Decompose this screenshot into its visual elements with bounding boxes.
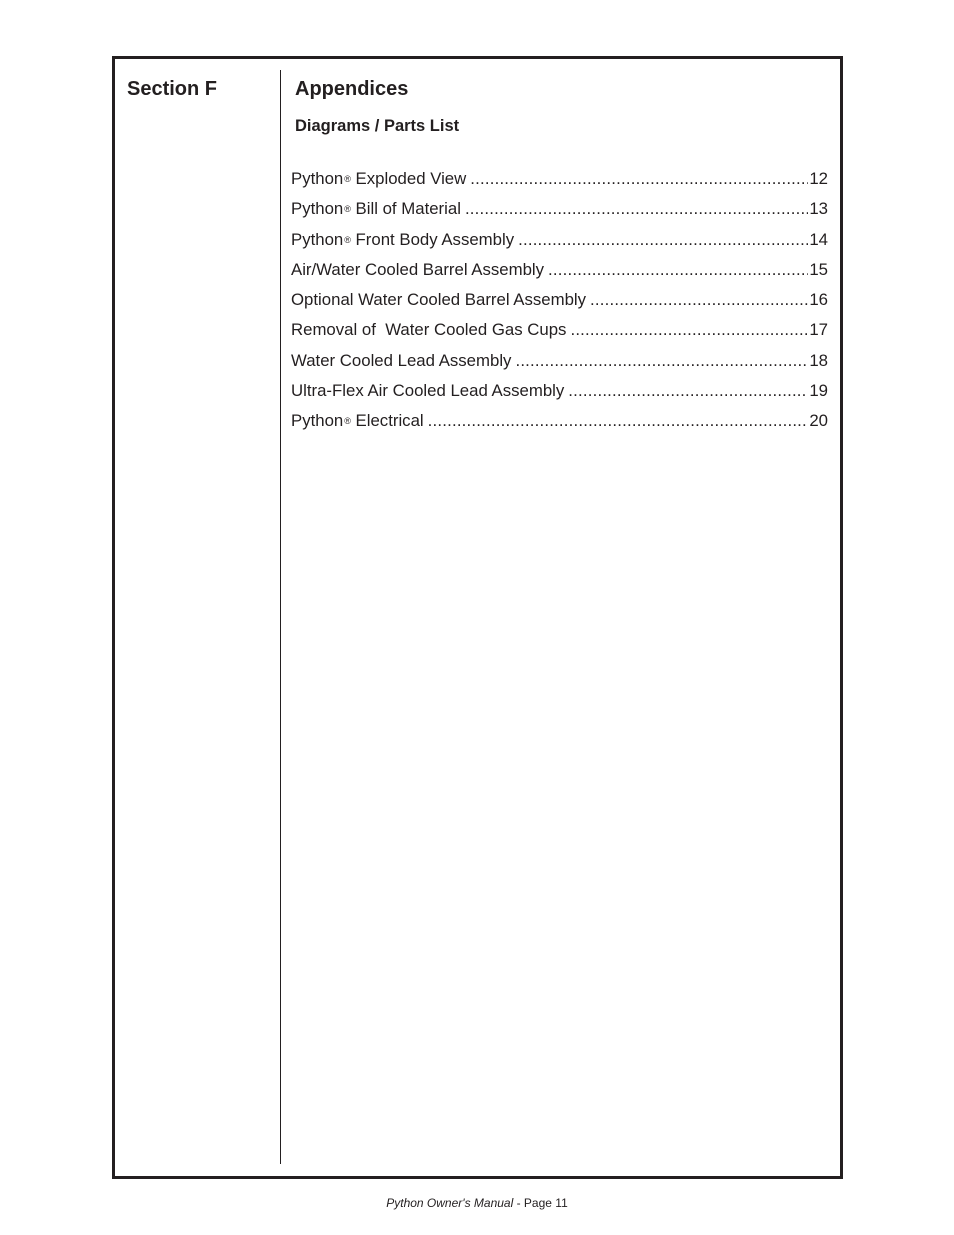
toc-entry-bill-of-material[interactable] bbox=[291, 196, 828, 226]
dot-leader bbox=[548, 257, 808, 283]
toc-entry-title: Python® Bill of Material bbox=[291, 199, 461, 219]
toc-entry-title: Python® Exploded View bbox=[291, 169, 467, 188]
footer-page-number: - Page 11 bbox=[513, 1196, 568, 1210]
toc-entry-page: 16 bbox=[809, 290, 828, 310]
toc-entry-air-water-cooled-barrel[interactable] bbox=[291, 257, 828, 287]
dot-leader bbox=[470, 166, 808, 192]
section-subtitle: Diagrams / Parts List bbox=[295, 117, 460, 135]
toc-entry-page: 18 bbox=[809, 350, 828, 370]
column-divider bbox=[280, 70, 281, 1164]
toc-entry-title: Optional Water Cooled Barrel Assembly bbox=[291, 290, 587, 310]
dot-leader bbox=[518, 227, 808, 253]
toc-entry-page: 15 bbox=[809, 259, 828, 279]
dot-leader bbox=[515, 348, 808, 374]
toc-entry-electrical[interactable] bbox=[291, 408, 828, 438]
toc-entry-title: Removal of Water Cooled Gas Cups bbox=[291, 320, 567, 340]
toc-entry-optional-water-cooled-barrel[interactable] bbox=[291, 287, 828, 317]
toc-entry-removal-gas-cups[interactable] bbox=[291, 317, 828, 347]
dot-leader bbox=[570, 317, 808, 343]
section-label: Section F bbox=[127, 78, 218, 100]
toc-entry-exploded-view[interactable] bbox=[291, 166, 828, 196]
toc-entry-title: Water Cooled Lead Assembly bbox=[291, 350, 512, 370]
toc-entry-title: Ultra-Flex Air Cooled Lead Assembly bbox=[291, 381, 565, 401]
toc-entry-ultra-flex-lead[interactable] bbox=[291, 378, 828, 408]
toc-entry-page: 13 bbox=[809, 199, 828, 219]
registered-mark: ® bbox=[344, 234, 351, 245]
toc-entry-title: Air/Water Cooled Barrel Assembly bbox=[291, 259, 545, 279]
registered-mark: ® bbox=[344, 416, 351, 427]
toc-entry-title: Python® Front Body Assembly bbox=[291, 229, 515, 249]
toc-entry-page: 19 bbox=[809, 381, 828, 401]
dot-leader bbox=[590, 287, 808, 313]
toc-entry-water-cooled-lead[interactable] bbox=[291, 348, 828, 378]
dot-leader bbox=[428, 408, 809, 434]
toc-entry-title: Python® Electrical bbox=[291, 411, 424, 431]
page-footer bbox=[0, 1195, 954, 1211]
table-of-contents bbox=[291, 166, 828, 439]
toc-entry-front-body-assembly[interactable] bbox=[291, 227, 828, 257]
registered-mark: ® bbox=[344, 174, 351, 184]
footer-manual-name: Python Owner's Manual bbox=[386, 1196, 514, 1210]
section-title: Appendices bbox=[295, 78, 409, 100]
dot-leader bbox=[465, 196, 808, 222]
toc-entry-page: 17 bbox=[809, 320, 828, 340]
toc-entry-page: 12 bbox=[809, 169, 828, 188]
registered-mark: ® bbox=[344, 204, 351, 215]
toc-entry-page: 20 bbox=[809, 411, 828, 431]
toc-entry-page: 14 bbox=[809, 229, 828, 249]
dot-leader bbox=[568, 378, 808, 404]
